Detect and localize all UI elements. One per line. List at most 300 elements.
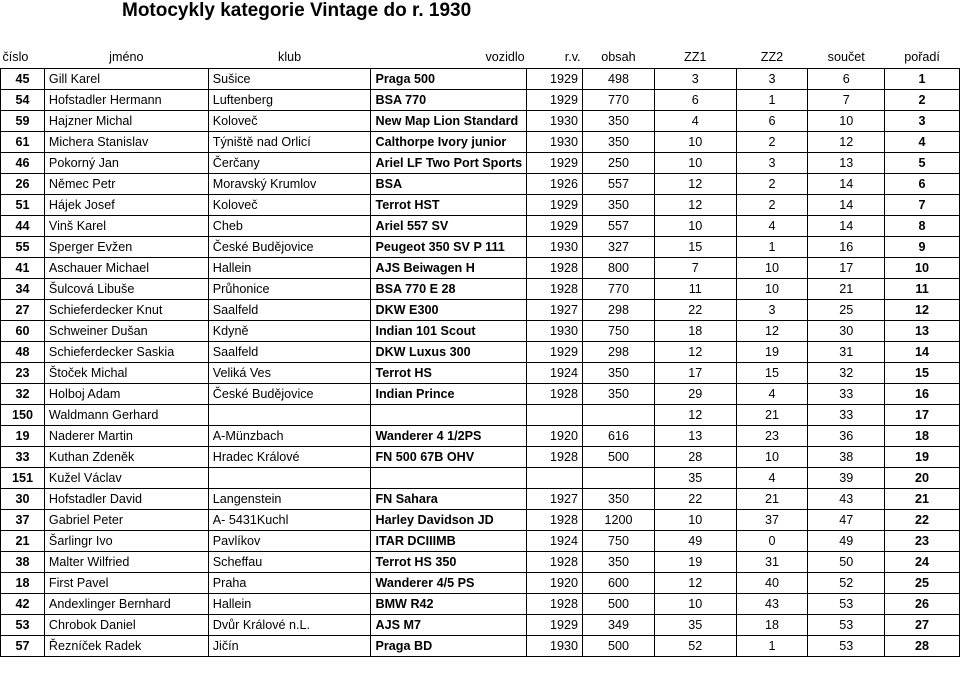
cell-poradi: 8: [885, 216, 960, 237]
cell-poradi: 13: [885, 321, 960, 342]
cell-klub: Průhonice: [208, 279, 371, 300]
cell-klub: Hradec Králové: [208, 447, 371, 468]
cell-jmeno: Němec Petr: [44, 174, 208, 195]
cell-zz2: 31: [736, 552, 808, 573]
column-header-jmeno: jméno: [109, 50, 144, 64]
cell-jmeno: Malter Wilfried: [44, 552, 208, 573]
cell-klub: Hallein: [208, 258, 371, 279]
cell-rv: 1929: [527, 342, 583, 363]
cell-vozidlo: Terrot HST: [371, 195, 527, 216]
cell-rv: [527, 468, 583, 489]
cell-obsah: 750: [583, 531, 655, 552]
cell-vozidlo: AJS Beiwagen H: [371, 258, 527, 279]
cell-zz2: 4: [736, 384, 808, 405]
cell-cislo: 34: [1, 279, 45, 300]
cell-poradi: 4: [885, 132, 960, 153]
cell-cislo: 57: [1, 636, 45, 657]
cell-klub: Čerčany: [208, 153, 371, 174]
cell-rv: 1927: [527, 300, 583, 321]
cell-poradi: 11: [885, 279, 960, 300]
cell-soucet: 12: [808, 132, 885, 153]
cell-poradi: 24: [885, 552, 960, 573]
cell-klub: Hallein: [208, 594, 371, 615]
cell-zz2: 1: [736, 90, 808, 111]
cell-zz2: 10: [736, 447, 808, 468]
cell-klub: Pavlíkov: [208, 531, 371, 552]
cell-soucet: 38: [808, 447, 885, 468]
cell-zz1: 4: [654, 111, 736, 132]
cell-vozidlo: AJS M7: [371, 615, 527, 636]
cell-vozidlo: Terrot HS 350: [371, 552, 527, 573]
cell-jmeno: Štoček Michal: [44, 363, 208, 384]
cell-rv: 1928: [527, 258, 583, 279]
cell-vozidlo: New Map Lion Standard: [371, 111, 527, 132]
table-row: [1, 489, 960, 510]
cell-klub: Koloveč: [208, 111, 371, 132]
cell-obsah: 327: [583, 237, 655, 258]
cell-cislo: 55: [1, 237, 45, 258]
cell-obsah: [583, 405, 655, 426]
cell-zz1: 35: [654, 468, 736, 489]
cell-obsah: 557: [583, 216, 655, 237]
cell-soucet: 14: [808, 216, 885, 237]
cell-rv: 1928: [527, 594, 583, 615]
cell-jmeno: Waldmann Gerhard: [44, 405, 208, 426]
table-row: [1, 573, 960, 594]
cell-poradi: 21: [885, 489, 960, 510]
cell-cislo: 150: [1, 405, 45, 426]
cell-vozidlo: Calthorpe Ivory junior: [371, 132, 527, 153]
cell-zz2: 19: [736, 342, 808, 363]
cell-obsah: 350: [583, 195, 655, 216]
table-row: [1, 132, 960, 153]
cell-jmeno: Hajzner Michal: [44, 111, 208, 132]
cell-soucet: 50: [808, 552, 885, 573]
cell-jmeno: Naderer Martin: [44, 426, 208, 447]
cell-zz1: 15: [654, 237, 736, 258]
cell-poradi: 22: [885, 510, 960, 531]
cell-soucet: 53: [808, 636, 885, 657]
cell-zz1: 13: [654, 426, 736, 447]
cell-zz2: 15: [736, 363, 808, 384]
cell-vozidlo: [371, 405, 527, 426]
table-row: [1, 552, 960, 573]
column-header-poradi: pořadí: [904, 50, 940, 64]
cell-zz1: 22: [654, 300, 736, 321]
cell-poradi: 9: [885, 237, 960, 258]
cell-klub: České Budějovice: [208, 384, 371, 405]
cell-rv: 1928: [527, 447, 583, 468]
cell-soucet: 17: [808, 258, 885, 279]
cell-rv: 1929: [527, 90, 583, 111]
table-row: [1, 195, 960, 216]
cell-vozidlo: BMW R42: [371, 594, 527, 615]
cell-jmeno: Schieferdecker Knut: [44, 300, 208, 321]
cell-cislo: 44: [1, 216, 45, 237]
cell-vozidlo: BSA 770 E 28: [371, 279, 527, 300]
cell-zz1: 18: [654, 321, 736, 342]
cell-obsah: 1200: [583, 510, 655, 531]
cell-jmeno: Michera Stanislav: [44, 132, 208, 153]
cell-soucet: 53: [808, 615, 885, 636]
cell-rv: 1920: [527, 426, 583, 447]
cell-cislo: 30: [1, 489, 45, 510]
cell-zz1: 3: [654, 69, 736, 90]
cell-jmeno: Hofstadler David: [44, 489, 208, 510]
cell-zz1: 28: [654, 447, 736, 468]
cell-cislo: 42: [1, 594, 45, 615]
cell-obsah: 750: [583, 321, 655, 342]
cell-poradi: 25: [885, 573, 960, 594]
cell-cislo: 48: [1, 342, 45, 363]
cell-jmeno: Šulcová Libuše: [44, 279, 208, 300]
cell-zz1: 12: [654, 342, 736, 363]
cell-rv: 1930: [527, 132, 583, 153]
cell-klub: [208, 405, 371, 426]
column-header-zz2: ZZ2: [760, 50, 784, 64]
cell-cislo: 59: [1, 111, 45, 132]
cell-vozidlo: ITAR DCIIIMB: [371, 531, 527, 552]
table-row: [1, 153, 960, 174]
table-row: [1, 510, 960, 531]
cell-rv: 1929: [527, 216, 583, 237]
cell-poradi: 5: [885, 153, 960, 174]
table-row: [1, 237, 960, 258]
table-row: [1, 321, 960, 342]
table-row: [1, 300, 960, 321]
cell-cislo: 54: [1, 90, 45, 111]
cell-obsah: 350: [583, 111, 655, 132]
cell-soucet: 49: [808, 531, 885, 552]
cell-zz2: 23: [736, 426, 808, 447]
cell-zz1: 10: [654, 153, 736, 174]
header-row: [1, 46, 960, 69]
table-row: [1, 216, 960, 237]
cell-zz2: 18: [736, 615, 808, 636]
table-row: [1, 279, 960, 300]
cell-soucet: 14: [808, 195, 885, 216]
table-row: [1, 594, 960, 615]
cell-cislo: 32: [1, 384, 45, 405]
cell-rv: 1929: [527, 69, 583, 90]
cell-poradi: 20: [885, 468, 960, 489]
column-header-rv: r.v.: [564, 50, 581, 64]
cell-poradi: 14: [885, 342, 960, 363]
cell-soucet: 14: [808, 174, 885, 195]
cell-zz2: 2: [736, 195, 808, 216]
cell-vozidlo: Indian Prince: [371, 384, 527, 405]
cell-cislo: 33: [1, 447, 45, 468]
cell-cislo: 61: [1, 132, 45, 153]
cell-jmeno: Sperger Evžen: [44, 237, 208, 258]
cell-obsah: 557: [583, 174, 655, 195]
table-row: [1, 384, 960, 405]
cell-soucet: 25: [808, 300, 885, 321]
cell-obsah: 600: [583, 573, 655, 594]
cell-zz2: 12: [736, 321, 808, 342]
cell-poradi: 2: [885, 90, 960, 111]
cell-cislo: 37: [1, 510, 45, 531]
cell-cislo: 23: [1, 363, 45, 384]
cell-zz2: 2: [736, 132, 808, 153]
cell-soucet: 39: [808, 468, 885, 489]
table-row: [1, 342, 960, 363]
cell-zz1: 12: [654, 573, 736, 594]
cell-jmeno: Pokorný Jan: [44, 153, 208, 174]
cell-klub: Scheffau: [208, 552, 371, 573]
cell-vozidlo: BSA 770: [371, 90, 527, 111]
cell-klub: Jičín: [208, 636, 371, 657]
cell-vozidlo: Peugeot 350 SV P 111: [371, 237, 527, 258]
column-header-soucet: součet: [827, 50, 865, 64]
cell-zz1: 22: [654, 489, 736, 510]
cell-jmeno: Kuthan Zdeněk: [44, 447, 208, 468]
cell-obsah: 616: [583, 426, 655, 447]
cell-rv: 1929: [527, 153, 583, 174]
cell-klub: Dvůr Králové n.L.: [208, 615, 371, 636]
cell-jmeno: Holboj Adam: [44, 384, 208, 405]
cell-poradi: 1: [885, 69, 960, 90]
cell-vozidlo: Praga BD: [371, 636, 527, 657]
cell-poradi: 27: [885, 615, 960, 636]
cell-zz2: 10: [736, 279, 808, 300]
cell-rv: 1929: [527, 615, 583, 636]
cell-soucet: 43: [808, 489, 885, 510]
cell-jmeno: Schieferdecker Saskia: [44, 342, 208, 363]
cell-zz2: 3: [736, 69, 808, 90]
cell-rv: [527, 405, 583, 426]
cell-zz2: 6: [736, 111, 808, 132]
page-title: Motocykly kategorie Vintage do r. 1930: [122, 0, 472, 21]
cell-zz1: 7: [654, 258, 736, 279]
cell-obsah: 350: [583, 489, 655, 510]
cell-vozidlo: BSA: [371, 174, 527, 195]
cell-poradi: 16: [885, 384, 960, 405]
cell-rv: 1926: [527, 174, 583, 195]
column-header-cislo: číslo: [2, 50, 29, 64]
cell-zz1: 11: [654, 279, 736, 300]
cell-zz1: 10: [654, 510, 736, 531]
table-row: [1, 69, 960, 90]
cell-cislo: 26: [1, 174, 45, 195]
cell-rv: 1930: [527, 321, 583, 342]
cell-soucet: 33: [808, 384, 885, 405]
cell-klub: Cheb: [208, 216, 371, 237]
table-row: [1, 531, 960, 552]
cell-zz2: 3: [736, 300, 808, 321]
cell-zz1: 10: [654, 216, 736, 237]
cell-klub: Moravský Krumlov: [208, 174, 371, 195]
cell-zz1: 52: [654, 636, 736, 657]
cell-jmeno: First Pavel: [44, 573, 208, 594]
cell-soucet: 30: [808, 321, 885, 342]
cell-rv: 1928: [527, 510, 583, 531]
cell-obsah: 350: [583, 552, 655, 573]
cell-soucet: 31: [808, 342, 885, 363]
cell-soucet: 32: [808, 363, 885, 384]
cell-obsah: 298: [583, 342, 655, 363]
cell-cislo: 46: [1, 153, 45, 174]
cell-cislo: 19: [1, 426, 45, 447]
table-row: [1, 363, 960, 384]
cell-zz2: 1: [736, 237, 808, 258]
cell-rv: 1927: [527, 489, 583, 510]
cell-vozidlo: Ariel LF Two Port Sports: [371, 153, 527, 174]
cell-cislo: 38: [1, 552, 45, 573]
cell-poradi: 19: [885, 447, 960, 468]
cell-rv: 1924: [527, 531, 583, 552]
cell-soucet: 53: [808, 594, 885, 615]
cell-klub: Sušice: [208, 69, 371, 90]
cell-cislo: 53: [1, 615, 45, 636]
cell-vozidlo: Indian 101 Scout: [371, 321, 527, 342]
cell-vozidlo: Harley Davidson JD: [371, 510, 527, 531]
cell-klub: Kdyně: [208, 321, 371, 342]
cell-zz2: 10: [736, 258, 808, 279]
column-header-zz1: ZZ1: [684, 50, 707, 64]
table-row: [1, 90, 960, 111]
cell-klub: Saalfeld: [208, 342, 371, 363]
cell-soucet: 10: [808, 111, 885, 132]
cell-zz2: 43: [736, 594, 808, 615]
cell-vozidlo: FN 500 67B OHV: [371, 447, 527, 468]
cell-cislo: 41: [1, 258, 45, 279]
cell-rv: 1928: [527, 279, 583, 300]
cell-soucet: 16: [808, 237, 885, 258]
cell-jmeno: Vinš Karel: [44, 216, 208, 237]
table-row: [1, 405, 960, 426]
cell-poradi: 28: [885, 636, 960, 657]
cell-klub: Luftenberg: [208, 90, 371, 111]
cell-poradi: 26: [885, 594, 960, 615]
table-row: [1, 636, 960, 657]
cell-klub: [208, 468, 371, 489]
cell-poradi: 7: [885, 195, 960, 216]
cell-vozidlo: DKW E300: [371, 300, 527, 321]
cell-zz1: 35: [654, 615, 736, 636]
table-row: [1, 447, 960, 468]
cell-jmeno: Šarlingr Ivo: [44, 531, 208, 552]
cell-klub: A-Münzbach: [208, 426, 371, 447]
cell-vozidlo: FN Sahara: [371, 489, 527, 510]
cell-zz1: 10: [654, 132, 736, 153]
cell-vozidlo: [371, 468, 527, 489]
cell-zz2: 4: [736, 216, 808, 237]
column-header-obsah: obsah: [601, 50, 636, 64]
table-body: [1, 69, 960, 657]
cell-poradi: 3: [885, 111, 960, 132]
cell-klub: Týniště nad Orlicí: [208, 132, 371, 153]
cell-obsah: 349: [583, 615, 655, 636]
cell-zz2: 37: [736, 510, 808, 531]
cell-vozidlo: Ariel 557 SV: [371, 216, 527, 237]
cell-poradi: 10: [885, 258, 960, 279]
cell-zz2: 4: [736, 468, 808, 489]
cell-poradi: 6: [885, 174, 960, 195]
cell-rv: 1930: [527, 237, 583, 258]
column-header-vozidlo: vozidlo: [485, 50, 525, 64]
cell-obsah: 800: [583, 258, 655, 279]
cell-zz1: 19: [654, 552, 736, 573]
cell-cislo: 21: [1, 531, 45, 552]
cell-soucet: 7: [808, 90, 885, 111]
cell-obsah: 350: [583, 363, 655, 384]
cell-obsah: 350: [583, 132, 655, 153]
cell-zz1: 49: [654, 531, 736, 552]
cell-zz2: 2: [736, 174, 808, 195]
cell-zz1: 6: [654, 90, 736, 111]
cell-rv: 1928: [527, 552, 583, 573]
results-table: [0, 46, 960, 657]
cell-zz1: 12: [654, 174, 736, 195]
cell-cislo: 45: [1, 69, 45, 90]
cell-obsah: 500: [583, 636, 655, 657]
cell-zz2: 3: [736, 153, 808, 174]
table-row: [1, 615, 960, 636]
cell-cislo: 18: [1, 573, 45, 594]
cell-obsah: 500: [583, 594, 655, 615]
cell-jmeno: Gabriel Peter: [44, 510, 208, 531]
cell-soucet: 33: [808, 405, 885, 426]
cell-rv: 1930: [527, 636, 583, 657]
cell-soucet: 36: [808, 426, 885, 447]
cell-jmeno: Hájek Josef: [44, 195, 208, 216]
cell-rv: 1928: [527, 384, 583, 405]
cell-zz2: 40: [736, 573, 808, 594]
column-header-klub: klub: [278, 50, 302, 64]
cell-rv: 1930: [527, 111, 583, 132]
table-row: [1, 174, 960, 195]
cell-zz1: 17: [654, 363, 736, 384]
cell-rv: 1924: [527, 363, 583, 384]
cell-zz1: 10: [654, 594, 736, 615]
cell-zz1: 12: [654, 195, 736, 216]
cell-poradi: 23: [885, 531, 960, 552]
cell-soucet: 21: [808, 279, 885, 300]
table-row: [1, 468, 960, 489]
cell-poradi: 15: [885, 363, 960, 384]
table-row: [1, 426, 960, 447]
cell-obsah: 250: [583, 153, 655, 174]
cell-obsah: 298: [583, 300, 655, 321]
cell-zz2: 0: [736, 531, 808, 552]
cell-jmeno: Kužel Václav: [44, 468, 208, 489]
cell-cislo: 60: [1, 321, 45, 342]
cell-vozidlo: Wanderer 4 1/2PS: [371, 426, 527, 447]
cell-zz1: 29: [654, 384, 736, 405]
cell-klub: Saalfeld: [208, 300, 371, 321]
cell-vozidlo: Praga 500: [371, 69, 527, 90]
cell-klub: Veliká Ves: [208, 363, 371, 384]
cell-poradi: 18: [885, 426, 960, 447]
cell-jmeno: Chrobok Daniel: [44, 615, 208, 636]
cell-klub: České Budějovice: [208, 237, 371, 258]
cell-vozidlo: Terrot HS: [371, 363, 527, 384]
cell-klub: Langenstein: [208, 489, 371, 510]
cell-klub: Praha: [208, 573, 371, 594]
cell-zz1: 12: [654, 405, 736, 426]
cell-vozidlo: DKW Luxus 300: [371, 342, 527, 363]
cell-jmeno: Andexlinger Bernhard: [44, 594, 208, 615]
cell-rv: 1920: [527, 573, 583, 594]
cell-zz2: 1: [736, 636, 808, 657]
cell-jmeno: Gill Karel: [44, 69, 208, 90]
table-row: [1, 111, 960, 132]
cell-soucet: 47: [808, 510, 885, 531]
cell-zz2: 21: [736, 405, 808, 426]
cell-klub: Koloveč: [208, 195, 371, 216]
cell-soucet: 52: [808, 573, 885, 594]
